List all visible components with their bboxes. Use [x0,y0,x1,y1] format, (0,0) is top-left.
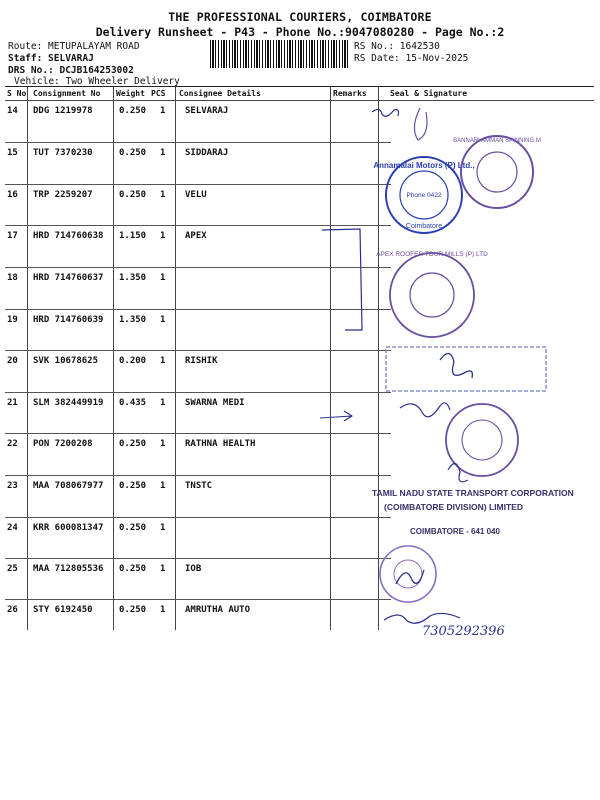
runsheet-title: Delivery Runsheet - P43 - Phone No.:9047080280 - Page No.:2 [95,25,505,39]
row-consignment-number: HRD 714760638 [33,231,104,241]
row-consignment-number: HRD 714760639 [33,315,104,325]
row-sno: 16 [7,190,18,200]
row-weight: 0.250 [119,523,147,533]
row-consignee: VELU [185,190,207,200]
row-consignee: SIDDARAJ [185,148,229,158]
row-sno: 15 [7,148,18,158]
stamp-text: (COIMBATORE DIVISION) LIMITED [384,502,523,512]
row-consignee: APEX [185,231,207,241]
row-consignee: RISHIK [185,356,218,366]
company-name: THE PROFESSIONAL COURIERS, COIMBATORE [168,10,432,24]
row-weight: 0.250 [119,439,147,449]
signature-mark [372,109,399,116]
row-sno: 23 [7,481,18,491]
row-sno: 17 [7,231,18,241]
signature-mark [384,613,460,623]
header-weight: Weight [116,89,145,98]
row-weight: 0.250 [119,190,147,200]
row-consignment-number: SLM 382449919 [33,398,104,408]
row-pcs: 1 [160,481,166,491]
header-consignee: Consignee Details [179,89,261,98]
stamp-tnstc [372,488,574,536]
drs-number: DRS No.: DCJB164253002 [8,65,134,76]
staff-text: Staff: SELVARAJ [8,53,94,64]
row-consignment-number: DDG 1219978 [33,106,93,116]
signature-mark [400,403,450,417]
row-pcs: 1 [160,564,166,574]
row-pcs: 1 [160,605,166,615]
signature-mark [440,353,472,378]
header-pcs: PCS [151,89,166,98]
row-consignment-number: MAA 712805536 [33,564,104,574]
header-seal-signature: Seal & Signature [390,89,468,98]
row-pcs: 1 [160,231,166,241]
row-pcs: 1 [160,439,166,449]
handwritten-phone: 7305292396 [422,624,505,639]
row-sno: 14 [7,106,18,116]
stamp-text: COIMBATORE - 641 040 [410,527,500,536]
row-pcs: 1 [160,398,166,408]
remarks-arrow [320,411,352,421]
row-consignment-number: STY 6192450 [33,605,93,615]
row-pcs: 1 [160,148,166,158]
row-weight: 0.250 [119,605,147,615]
rs-number: RS No.: 1642530 [354,41,440,52]
rs-date: RS Date: 15-Nov-2025 [354,53,469,64]
row-consignee: RATHNA HEALTH [185,439,256,449]
stamp-text: Phone 0422 [406,192,442,199]
stamp-text: TAMIL NADU STATE TRANSPORT CORPORATION [372,488,574,498]
row-consignee: SWARNA MEDI [185,398,245,408]
stamp-text: APEX ROOFER TOUR MILLS (P) LTD [376,251,488,258]
row-consignment-number: KRR 600081347 [33,523,104,533]
signature-mark [414,108,427,140]
row-pcs: 1 [160,106,166,116]
header-remarks: Remarks [333,89,367,98]
row-sno: 25 [7,564,18,574]
stamp-bannari-amman [453,136,541,208]
row-weight: 1.150 [119,231,147,241]
row-sno: 26 [7,605,18,615]
row-pcs: 1 [160,273,166,283]
row-weight: 0.250 [119,148,147,158]
row-consignee: AMRUTHA AUTO [185,605,251,615]
row-consignment-number: PON 7200208 [33,439,93,449]
stamp-annamalai-motors [373,157,474,233]
row-pcs: 1 [160,190,166,200]
stamp-text: Annamalai Motors (P) Ltd., [373,161,475,170]
row-consignment-number: SVK 10678625 [33,356,99,366]
stamp-text: Coimbatore [405,223,443,230]
row-sno: 19 [7,315,18,325]
stamp-text: BANNARI AMMAN SPINNING M [453,138,541,144]
row-sno: 22 [7,439,18,449]
stamp-iob [380,546,436,602]
row-weight: 0.250 [119,564,147,574]
remarks-bracket [322,229,362,330]
row-consignment-number: MAA 708067977 [33,481,104,491]
row-weight: 1.350 [119,273,147,283]
row-consignee: SELVARAJ [185,106,229,116]
row-sno: 20 [7,356,18,366]
route-text: Route: METUPALAYAM ROAD [8,41,140,52]
row-weight: 0.250 [119,106,147,116]
row-consignment-number: HRD 714760637 [33,273,104,283]
row-weight: 0.250 [119,481,147,491]
row-sno: 24 [7,523,18,533]
row-sno: 21 [7,398,18,408]
vehicle-text: Vehicle: Two Wheeler Delivery [14,76,180,87]
stamp-apex-roofer [376,251,488,337]
stamp-rishik [386,347,546,391]
row-pcs: 1 [160,523,166,533]
row-weight: 0.435 [119,398,147,408]
row-consignment-number: TUT 7370230 [33,148,93,158]
header-sno: S No [7,89,27,98]
row-consignment-number: TRP 2259207 [33,190,93,200]
row-consignee: TNSTC [185,481,213,491]
header-consignment: Consignment No [33,89,101,98]
row-pcs: 1 [160,315,166,325]
row-pcs: 1 [160,356,166,366]
row-weight: 0.200 [119,356,147,366]
row-weight: 1.350 [119,315,147,325]
row-sno: 18 [7,273,18,283]
row-consignee: IOB [185,564,202,574]
